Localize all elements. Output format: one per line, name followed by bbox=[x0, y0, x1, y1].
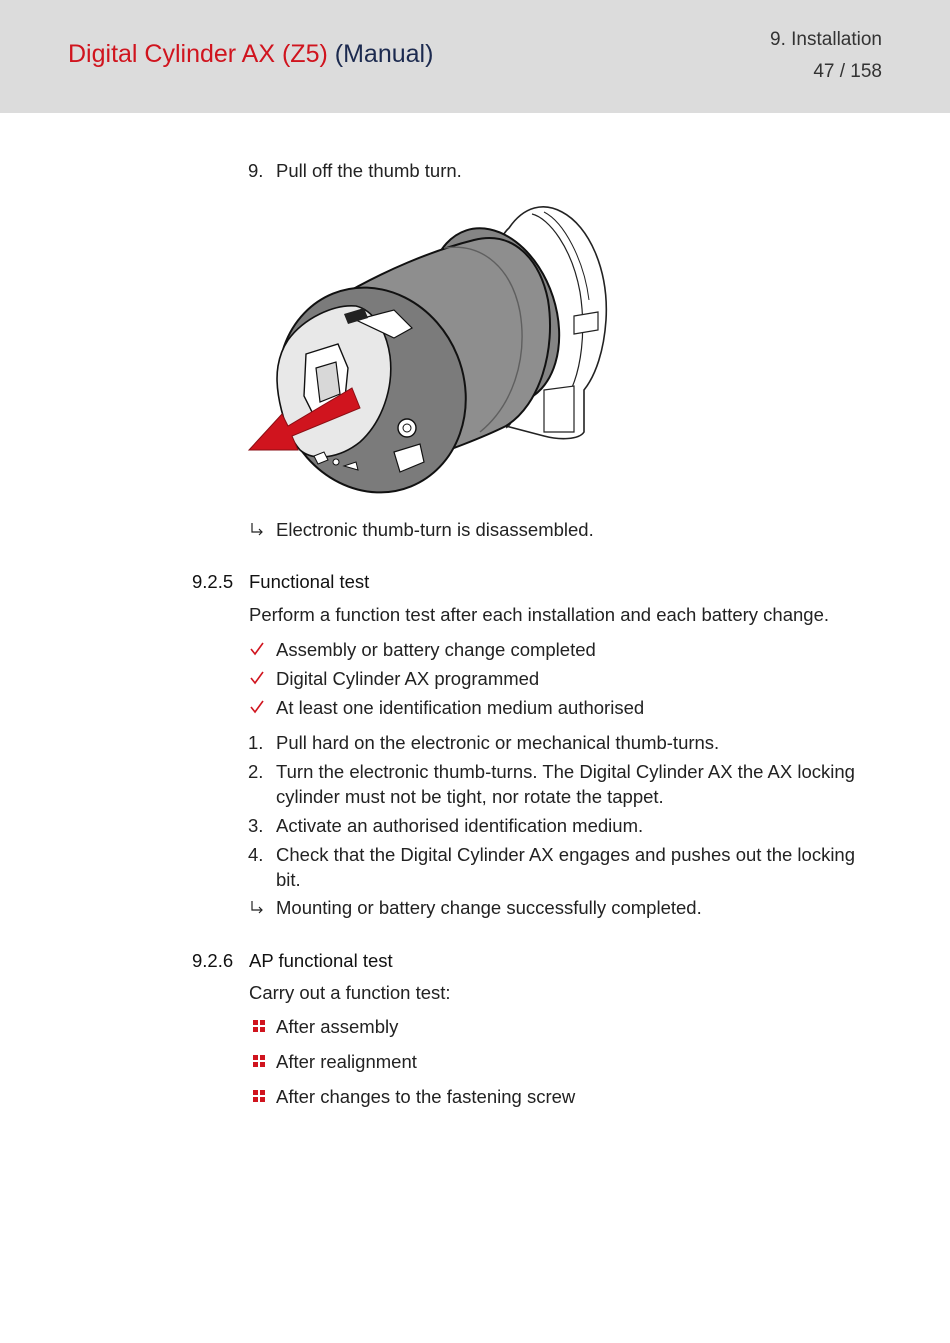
bullet-item: After assembly bbox=[276, 1016, 399, 1037]
step-number: 2. bbox=[248, 761, 264, 782]
prerequisite-item: Assembly or battery change completed bbox=[276, 639, 596, 660]
result-text: Electronic thumb-turn is disassembled. bbox=[276, 519, 594, 540]
step-text: Check that the Digital Cylinder AX engages and pushes out the locking bbox=[276, 844, 856, 865]
square-bullet-icon bbox=[253, 1090, 265, 1102]
prerequisite-item: Digital Cylinder AX programmed bbox=[276, 668, 540, 689]
step-text: Pull off the thumb turn. bbox=[276, 160, 462, 181]
square-bullet-icon bbox=[253, 1020, 265, 1032]
page-number: 47 / 158 bbox=[813, 61, 882, 82]
step-number: 1. bbox=[248, 732, 264, 753]
step-text: Turn the electronic thumb-turns. The Digital Cylinder AX the AX locking bbox=[276, 761, 855, 782]
section-intro: Carry out a function test: bbox=[249, 982, 451, 1003]
chapter-label: 9. Installation bbox=[770, 29, 882, 50]
prerequisite-item: At least one identification medium authorised bbox=[276, 697, 645, 718]
thumb-turn-removal-figure bbox=[244, 200, 624, 500]
section-heading: Functional test bbox=[249, 571, 370, 592]
step-text-continued: bit. bbox=[276, 869, 301, 890]
bullet-item: After realignment bbox=[276, 1051, 417, 1072]
step-text-continued: cylinder must not be tight, nor rotate the tappet. bbox=[276, 786, 664, 807]
check-icon bbox=[249, 641, 265, 657]
thumb-turn-removal-illustration bbox=[244, 200, 624, 500]
section-heading: AP functional test bbox=[249, 950, 393, 971]
document-title-suffix: (Manual) bbox=[334, 40, 434, 68]
result-text: Mounting or battery change successfully completed. bbox=[276, 897, 702, 918]
check-icon bbox=[249, 699, 265, 715]
document-title-product: Digital Cylinder AX (Z5) bbox=[68, 40, 328, 68]
result-arrow-icon bbox=[249, 899, 265, 915]
section-intro: Perform a function test after each installation and each battery change. bbox=[249, 604, 830, 625]
step-number: 4. bbox=[248, 844, 264, 865]
step-number: 3. bbox=[248, 815, 264, 836]
step-text: Activate an authorised identification medium. bbox=[276, 815, 644, 836]
square-bullet-icon bbox=[253, 1055, 265, 1067]
section-number: 9.2.6 bbox=[192, 950, 234, 971]
result-arrow-icon bbox=[249, 521, 265, 537]
page-header bbox=[0, 0, 950, 113]
check-icon bbox=[249, 670, 265, 686]
document-title bbox=[68, 40, 433, 69]
section-number: 9.2.5 bbox=[192, 571, 234, 592]
bullet-item: After changes to the fastening screw bbox=[276, 1086, 576, 1107]
step-text: Pull hard on the electronic or mechanical thumb-turns. bbox=[276, 732, 720, 753]
step-number: 9. bbox=[248, 160, 264, 181]
